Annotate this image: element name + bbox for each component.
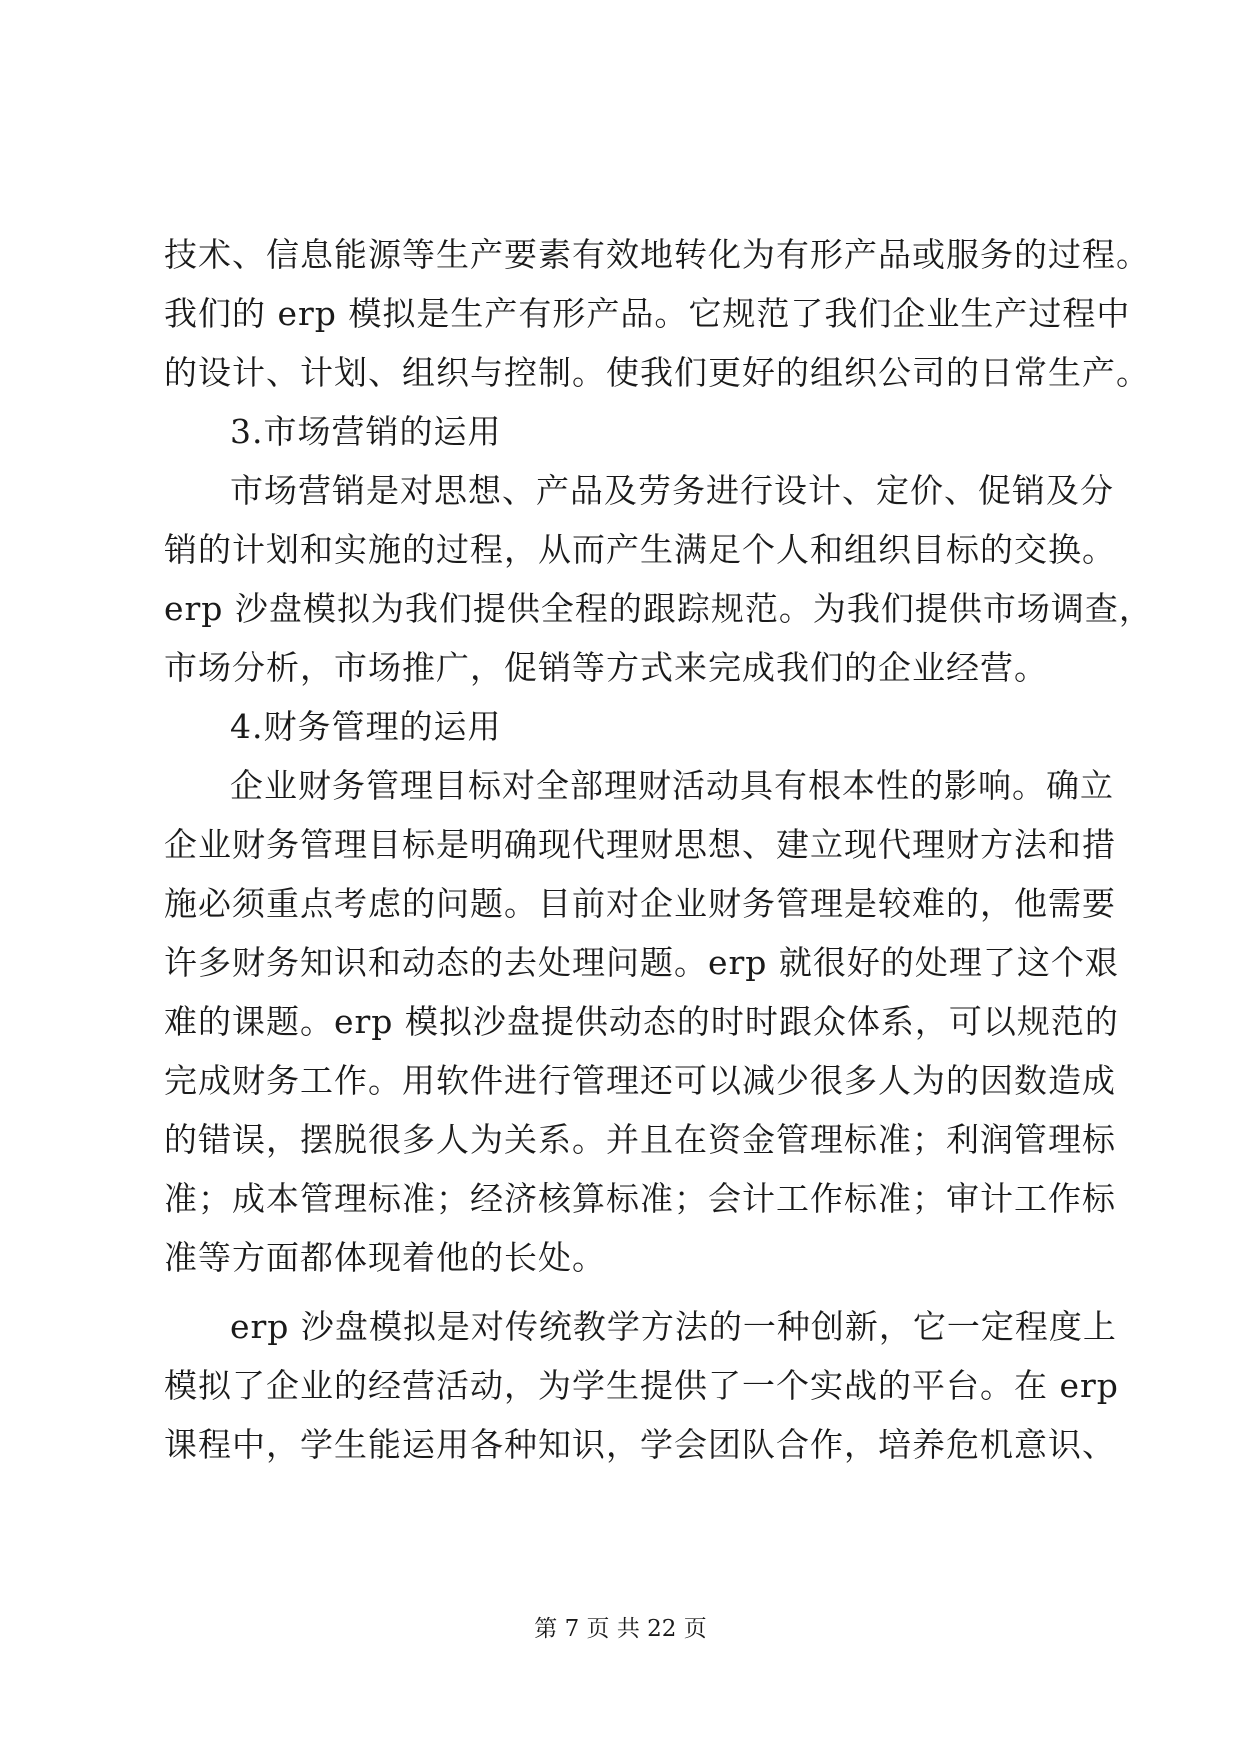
text-line: 许多财务知识和动态的去处理问题。erp 就很好的处理了这个艰 [164, 943, 1119, 982]
text-line: 企业财务管理目标是明确现代理财思想、建立现代理财方法和措 [164, 825, 1116, 864]
text-line: 难的课题。erp 模拟沙盘提供动态的时时跟众体系，可以规范的 [164, 1002, 1119, 1041]
text-line: 模拟了企业的经营活动，为学生提供了一个实战的平台。在 erp [164, 1366, 1119, 1405]
text-line: erp 沙盘模拟是对传统教学方法的一种创新，它一定程度上 [230, 1307, 1117, 1346]
text-line: 企业财务管理目标对全部理财活动具有根本性的影响。确立 [230, 766, 1114, 805]
document-body [164, 225, 1153, 1474]
text-line: 市场营销是对思想、产品及劳务进行设计、定价、促销及分 [230, 471, 1114, 510]
section-heading: 3.市场营销的运用 [230, 412, 502, 451]
text-line: 的设计、计划、组织与控制。使我们更好的组织公司的日常生产。 [164, 353, 1150, 392]
text-line: 技术、信息能源等生产要素有效地转化为有形产品或服务的过程。 [164, 235, 1150, 274]
text-line: 的错误，摆脱很多人为关系。并且在资金管理标准；利润管理标 [164, 1120, 1116, 1159]
text-line: 施必须重点考虑的问题。目前对企业财务管理是较难的，他需要 [164, 884, 1116, 923]
text-line: 我们的 erp 模拟是生产有形产品。它规范了我们企业生产过程中 [164, 294, 1131, 333]
text-line: 市场分析，市场推广，促销等方式来完成我们的企业经营。 [164, 648, 1048, 687]
text-line: 完成财务工作。用软件进行管理还可以减少很多人为的因数造成 [164, 1061, 1116, 1100]
section-heading: 4.财务管理的运用 [230, 707, 502, 746]
text-line: 销的计划和实施的过程，从而产生满足个人和组织目标的交换。 [164, 530, 1116, 569]
text-line: erp 沙盘模拟为我们提供全程的跟踪规范。为我们提供市场调查， [164, 589, 1153, 628]
text-line: 准等方面都体现着他的长处。 [164, 1238, 606, 1277]
page-number-footer: 第 7 页 共 22 页 [534, 1616, 707, 1642]
text-line: 课程中，学生能运用各种知识，学会团队合作，培养危机意识、 [164, 1425, 1116, 1464]
text-line: 准；成本管理标准；经济核算标准；会计工作标准；审计工作标 [164, 1179, 1116, 1218]
